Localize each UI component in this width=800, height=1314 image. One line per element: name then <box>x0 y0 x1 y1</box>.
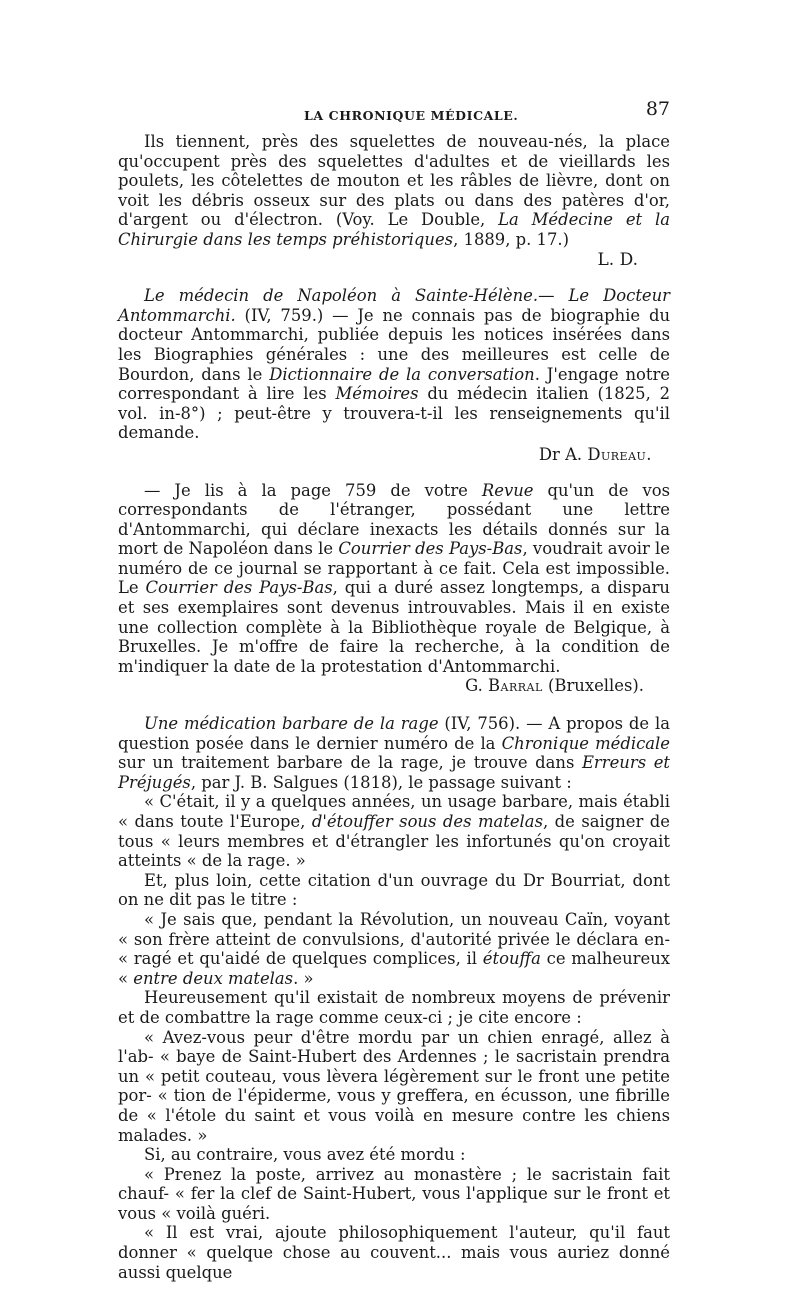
paragraph-bourriat: Et, plus loin, cette citation d'un ouvrage du Dr Bourriat, dont on ne dit pas le titre : <box>118 870 670 910</box>
reference-title: La Médecine et la Chirurgie dans les temps préhistoriques <box>118 210 670 249</box>
paragraph-skeletons <box>118 132 670 250</box>
quote-bourriat <box>118 910 670 988</box>
quote-salgues <box>118 792 670 870</box>
emphasis: étouffa <box>482 949 541 969</box>
quote-saint-hubert: « Avez-vous peur d'être mordu par un chien enragé, allez à l'ab- « baye de Saint-Hubert des Ardennes ; le sacristain prendra un « petit couteau, vous lèvera légèrement sur le front une petite por- « tion de l'épiderme, vous y greffera, en écusson, une fibrille de « l'étole du saint et vous voilà en mesure contre les chiens malades. » <box>118 1027 670 1145</box>
signature-name: Dureau. <box>587 444 652 464</box>
text-run: « C'était, il y a quelques années, un usage barbare, mais établi « dans toute l'Europe, <box>118 792 670 831</box>
text-run: — Je lis à la page 759 de votre <box>144 480 482 500</box>
quote-poste: « Prenez la poste, arrivez au monastère ; le sacristain fait chauf- « fer la clef de Saint-Hubert, vous l'applique sur le front et vous « voilà guéri. <box>118 1164 670 1223</box>
title-erreurs: Erreurs et Préjugés <box>118 753 670 792</box>
running-header <box>118 100 670 126</box>
journal-title: LA CHRONIQUE MÉDICALE. <box>304 108 519 123</box>
section-heading: Le médecin de Napoléon à Sainte-Hélène.— Le Docteur Antommarchi. <box>118 286 670 325</box>
text-run: qu'un de vos correspondants de l'étranger, possédant une lettre d'Antommarchi, qui déclare inexacts les détails donnés sur la mort de Napoléon dans le <box>118 480 670 559</box>
text-run: , 1889, p. 17.) <box>453 229 570 249</box>
signature-suffix: (Bruxelles). <box>542 676 644 696</box>
title-memoires: Mémoires <box>335 384 419 404</box>
text-run: , qui a duré assez longtemps, a disparu et ses exemplaires sont devenus introuvables. Mais il en existe une collection complète à la Bibliothèque royale de Belgique, à Bruxelles. Je m'offre de faire la recherche, à la condition de m'indiquer la date de la protestation d'Antommarchi. <box>118 578 670 676</box>
text-run: « Je sais que, pendant la Révolution, un nouveau Caïn, voyant « son frère atteint de convulsions, d'autorité privée le déclara en- « ragé et qu'aidé de quelques complices, il <box>118 909 670 969</box>
paragraph-remedies: Heureusement qu'il existait de nombreux moyens de prévenir et de combattre la rage comme ceux-ci ; je cite encore : <box>118 988 670 1027</box>
emphasis: entre deux matelas <box>133 968 294 988</box>
signature-dureau <box>118 445 670 465</box>
quote-couvent: « Il est vrai, ajoute philosophiquement l'auteur, qu'il faut donner « quelque chose au couvent... mais vous auriez donné aussi quelque <box>118 1223 670 1282</box>
title-chronique: Chronique médicale <box>501 733 670 753</box>
text-run: ce malheureux « <box>118 949 670 988</box>
text-run: , de saigner de tous « leurs membres et d'étrangler les infortunés qu'on croyait atteints « de la rage. » <box>118 812 671 871</box>
document-page <box>118 100 670 1282</box>
emphasis: d'étouffer sous des matelas <box>311 812 543 831</box>
title-dictionnaire: Dictionnaire de la conversation <box>269 364 535 384</box>
text-run: , voudrait avoir le numéro de ce journal se rapportant à ce fait. Cela est impossible. Le <box>118 539 670 598</box>
title-revue: Revue <box>481 480 534 500</box>
page-number: 87 <box>645 98 670 120</box>
text-run: . J'engage notre correspondant à lire les <box>118 364 670 404</box>
text-run: Ils tiennent, près des squelettes de nouveau-nés, la place qu'occupent près des squelettes d'adultes et de vieillards les poulets, les côtelettes de mouton et les râbles de lièvre, dont on voit les débris osseux sur des plats ou dans des patères d'or, d'argent ou d'électron. (Voy. Le Double, <box>118 132 670 230</box>
signature-prefix: G. <box>465 676 488 696</box>
signature-prefix: Dr A. <box>538 444 588 464</box>
text-run: (IV, 756). — A propos de la question posée dans le dernier numéro de la <box>118 714 670 753</box>
section-heading: Une médication barbare de la rage <box>144 714 439 734</box>
signature-barral <box>118 676 670 696</box>
text-run: . » <box>293 968 314 988</box>
text-run: , par J. B. Salgues (1818), le passage suivant : <box>190 772 572 792</box>
paragraph-rage <box>118 714 670 792</box>
text-run: sur un traitement barbare de la rage, je trouve dans <box>118 753 582 773</box>
signature-ld: L. D. <box>597 249 638 270</box>
paragraph-bitten: Si, au contraire, vous avez été mordu : <box>144 1145 466 1165</box>
paragraph-courrier <box>118 481 670 677</box>
paragraph-antommarchi <box>118 286 670 443</box>
text-run: du médecin italien (1825, 2 vol. in-8°) ; peut-être y trouvera-t-il les renseignements qu'il demande. <box>118 384 670 443</box>
title-courrier: Courrier des Pays-Bas <box>145 578 333 598</box>
text-run: (IV, 759.) — Je ne connais pas de biographie du docteur Antommarchi, publiée depuis les notices insérées dans les Biographies générales : une des meilleures est celle de Bourdon, dans le <box>118 305 670 384</box>
title-courrier: Courrier des Pays-Bas <box>338 539 523 559</box>
signature-name: Barral <box>488 676 543 696</box>
